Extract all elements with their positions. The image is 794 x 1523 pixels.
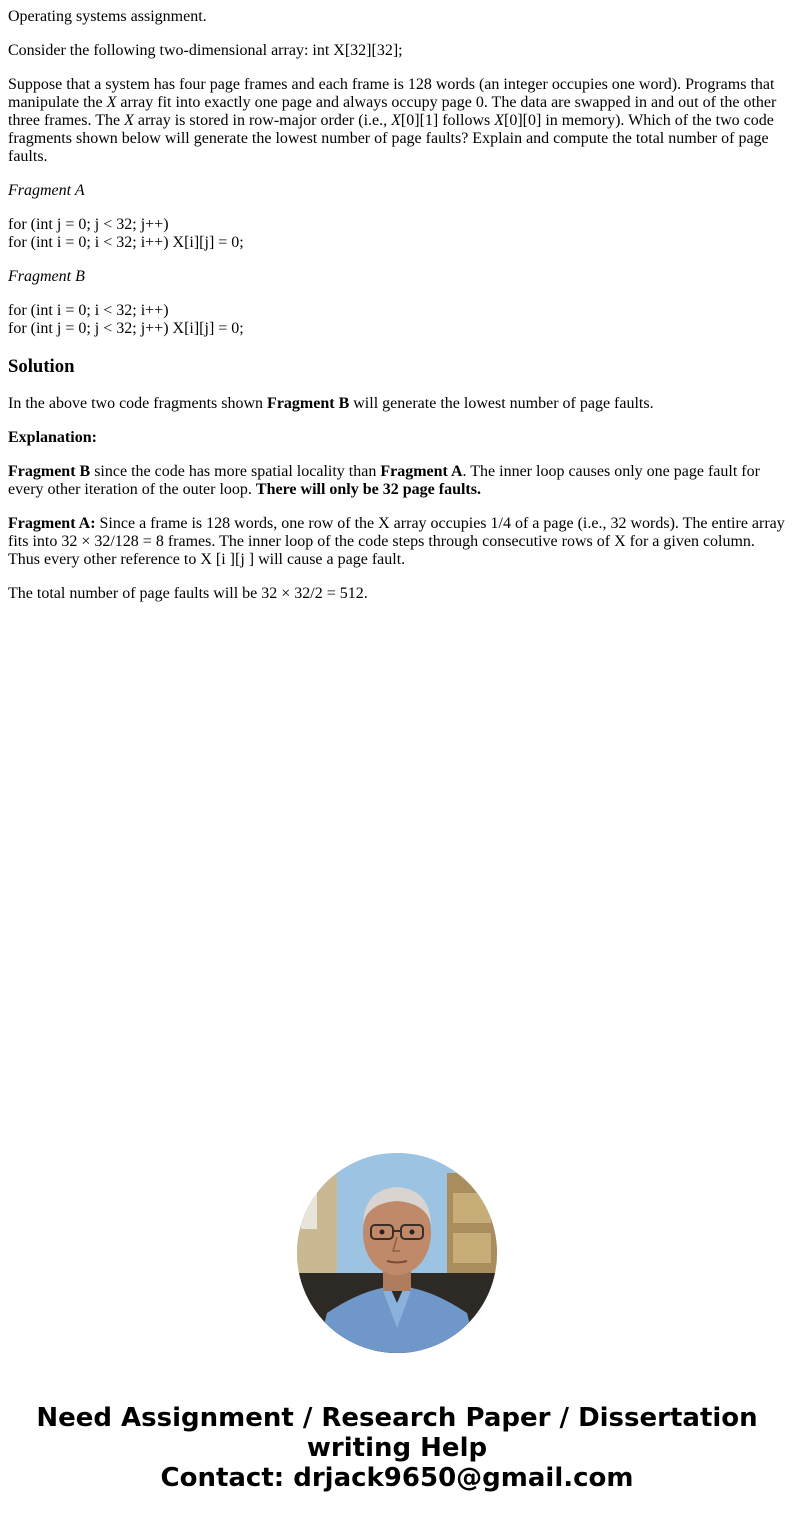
solution-heading: Solution <box>8 356 75 377</box>
fragment-a-name: Fragment A <box>380 463 463 480</box>
fragment-a-explanation <box>8 515 786 569</box>
question-text: array fit into exactly one page and always occupy page 0. The data are swapped in and out of the other three frames. The <box>8 94 777 129</box>
intro-text: Operating systems assignment. <box>8 8 207 25</box>
fragment-b-label <box>8 268 786 286</box>
fragment-a-code <box>8 216 786 252</box>
fragment-b-line-2: for (int j = 0; j < 32; j++) X[i][j] = 0; <box>8 320 244 337</box>
explanation-text: Since a frame is 128 words, one row of the X array occupies 1/4 of a page (i.e., 32 words). The entire array fits into 32 × 32/128 = 8 frames. The inner loop of the code steps through consecutive rows of X for a given column. Thus every other reference to X [i ][j ] will cause a page fault. <box>8 515 785 568</box>
answer-text: will generate the lowest number of page faults. <box>349 395 654 412</box>
promo-line-2: writing Help <box>306 1433 488 1463</box>
fragment-b-name: Fragment B <box>8 463 91 480</box>
question-text: [0][1] follows <box>400 112 495 129</box>
promo-line-1: Need Assignment / Research Paper / Dissertation <box>36 1403 758 1433</box>
fragment-b-title: Fragment B <box>8 268 85 285</box>
author-photo-illustration <box>297 1153 497 1353</box>
fragment-b-code <box>8 302 786 338</box>
answer-text: In the above two code fragments shown <box>8 395 268 412</box>
answer-fragment: Fragment B <box>267 395 350 412</box>
array-name: X <box>391 112 401 129</box>
array-name: X <box>124 112 134 129</box>
author-avatar <box>297 1153 497 1353</box>
explanation-title: Explanation: <box>8 429 97 446</box>
array-name: X <box>106 94 117 111</box>
explanation-text: since the code has more spatial locality than <box>90 463 381 480</box>
promo-footer <box>0 1403 794 1493</box>
array-declaration: Consider the following two-dimensional array: int X[32][32]; <box>8 42 403 59</box>
fragment-a-line-1: for (int j = 0; j < 32; j++) <box>8 216 169 233</box>
fragment-b-explanation <box>8 463 786 499</box>
question-text: array is stored in row-major order (i.e., <box>133 112 392 129</box>
fragment-a-title: Fragment A <box>8 182 85 199</box>
document-body <box>8 0 786 619</box>
answer-paragraph <box>8 395 786 413</box>
fragment-b-line-1: for (int i = 0; i < 32; i++) <box>8 302 169 319</box>
fragment-a-line-2: for (int i = 0; i < 32; i++) X[i][j] = 0; <box>8 234 244 251</box>
explanation-label <box>8 429 786 447</box>
explanation-text: . The inner loop causes only one page fault for every other iteration of the outer loop. <box>8 463 760 498</box>
fragment-a-label <box>8 182 786 200</box>
array-name: X <box>494 112 504 129</box>
page-fault-summary: There will only be 32 page faults. <box>255 481 481 498</box>
contact-email: Contact: drjack9650@gmail.com <box>160 1463 634 1493</box>
question-text: [0][0] in memory). Which of the two code fragments shown below will generate the lowest number of page faults? Explain and compute the total number of page faults. <box>8 112 774 165</box>
question-paragraph <box>8 76 786 166</box>
total-page-faults: The total number of page faults will be 32 × 32/2 = 512. <box>8 585 368 602</box>
question-text: Suppose that a system has four page frames and each frame is 128 words (an integer occupies one word). Programs that manipulate the <box>8 76 775 111</box>
fragment-a-name: Fragment A: <box>8 515 96 532</box>
